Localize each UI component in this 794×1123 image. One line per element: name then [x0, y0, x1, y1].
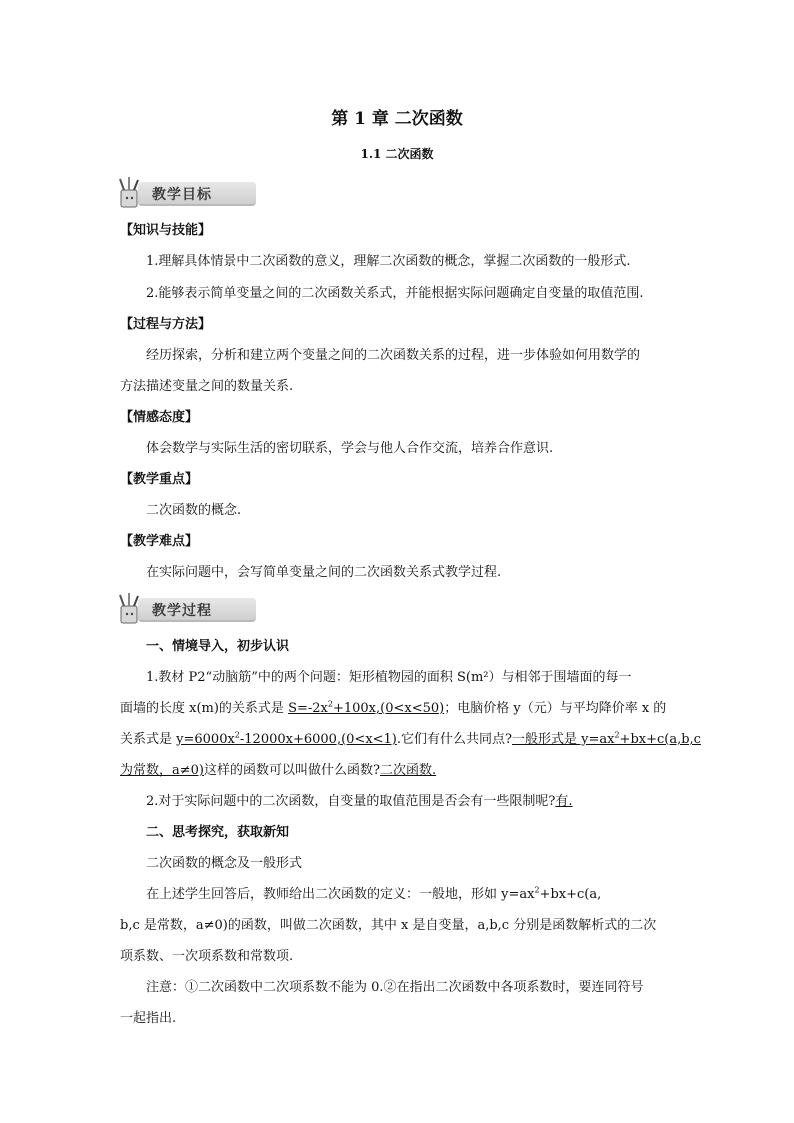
pencil-cup-icon	[116, 176, 146, 210]
banner-label: 教学目标	[152, 187, 212, 203]
question-1-line-2	[120, 697, 666, 716]
process-line-2: 方法描述变量之间的数量关系.	[120, 379, 294, 394]
pencil-cup-icon	[116, 592, 146, 626]
question-1-line-3	[120, 728, 701, 747]
exponent: 2	[327, 699, 333, 709]
answer-function-name: 二次函数.	[379, 763, 437, 778]
text-run: ；电脑价格 y（元）与平均降价率 x 的	[444, 701, 667, 716]
heading-emotion: 【情感态度】	[120, 410, 199, 425]
section-title: 1.1 二次函数	[360, 147, 434, 161]
note-line-1: 注意：①二次函数中二次项系数不能为 0.②在指出二次函数中各项系数时，要连同符号	[146, 980, 644, 995]
text-run: S=-2x	[288, 701, 328, 716]
section-two-title: 二、思考探究，获取新知	[146, 825, 290, 840]
text-run: 在上述学生回答后，教师给出二次函数的定义：一般地，形如 y=ax	[146, 887, 535, 902]
concept-heading: 二次函数的概念及一般形式	[146, 856, 303, 871]
heading-key-point: 【教学重点】	[120, 472, 199, 487]
text-run: -12000x+6000,(0<x<1)	[239, 732, 397, 747]
difficulty-line: 在实际问题中，会写简单变量之间的二次函数关系式教学过程.	[146, 565, 502, 580]
objectives-banner	[116, 176, 264, 210]
banner-label: 教学过程	[152, 603, 212, 619]
answer-yes: 有.	[555, 794, 573, 809]
definition-line-3: 项系数、一次项系数和常数项.	[120, 949, 294, 964]
text-run: y=6000x	[176, 732, 235, 747]
note-line-2: 一起指出.	[120, 1011, 177, 1026]
text-run: +100x,(0<x<50)	[332, 701, 445, 716]
exponent: 2	[234, 730, 240, 740]
text-run: .它们有什么共同点?	[396, 732, 512, 747]
knowledge-item-2: 2.能够表示简单变量之间的二次函数关系式，并能根据实际问题确定自变量的取值范围.	[146, 286, 644, 301]
exponent: 2	[614, 730, 620, 740]
text-run: +bx+c(a,	[539, 887, 602, 902]
definition-line-1	[146, 883, 601, 902]
process-banner	[116, 592, 264, 626]
text-run: 面墙的长度 x(m)的关系式是	[120, 701, 289, 716]
question-1-line-1: 1.教材 P2“动脑筋”中的两个问题：矩形植物园的面积 S(m²）与相邻于围墙面的每一	[146, 670, 632, 685]
process-line-1: 经历探索，分析和建立两个变量之间的二次函数关系的过程，进一步体验如何用数学的	[146, 348, 641, 363]
text-run: 一般形式是 y=ax	[512, 732, 615, 747]
heading-knowledge: 【知识与技能】	[120, 223, 212, 238]
question-1-line-4	[120, 759, 436, 778]
section-one-title: 一、情境导入，初步认识	[146, 639, 290, 654]
text-run: +bx+c(a,b,c	[619, 732, 701, 747]
answer-price-formula	[176, 732, 397, 747]
exponent: 2	[534, 885, 540, 895]
answer-constants: 为常数，a≠0)	[120, 763, 204, 778]
question-2-line	[146, 790, 573, 809]
heading-difficulty: 【教学难点】	[120, 534, 199, 549]
answer-general-form	[512, 732, 701, 747]
heading-process: 【过程与方法】	[120, 317, 212, 332]
knowledge-item-1: 1.理解具体情景中二次函数的意义，理解二次函数的概念，掌握二次函数的一般形式.	[146, 254, 631, 269]
text-run: 这样的函数可以叫做什么函数?	[204, 763, 380, 778]
answer-area-formula	[288, 701, 444, 716]
key-point-line: 二次函数的概念.	[146, 503, 242, 518]
definition-line-2: b,c 是常数，a≠0)的函数，叫做二次函数，其中 x 是自变量，a,b,c 分别是函数解析式的二次	[120, 918, 657, 933]
emotion-line-1: 体会数学与实际生活的密切联系，学会与他人合作交流，培养合作意识.	[146, 441, 554, 456]
text-run: 关系式是	[120, 732, 177, 747]
text-run: 2.对于实际问题中的二次函数，自变量的取值范围是否会有一些限制呢?	[146, 794, 556, 809]
chapter-title: 第 1 章 二次函数	[331, 109, 463, 129]
